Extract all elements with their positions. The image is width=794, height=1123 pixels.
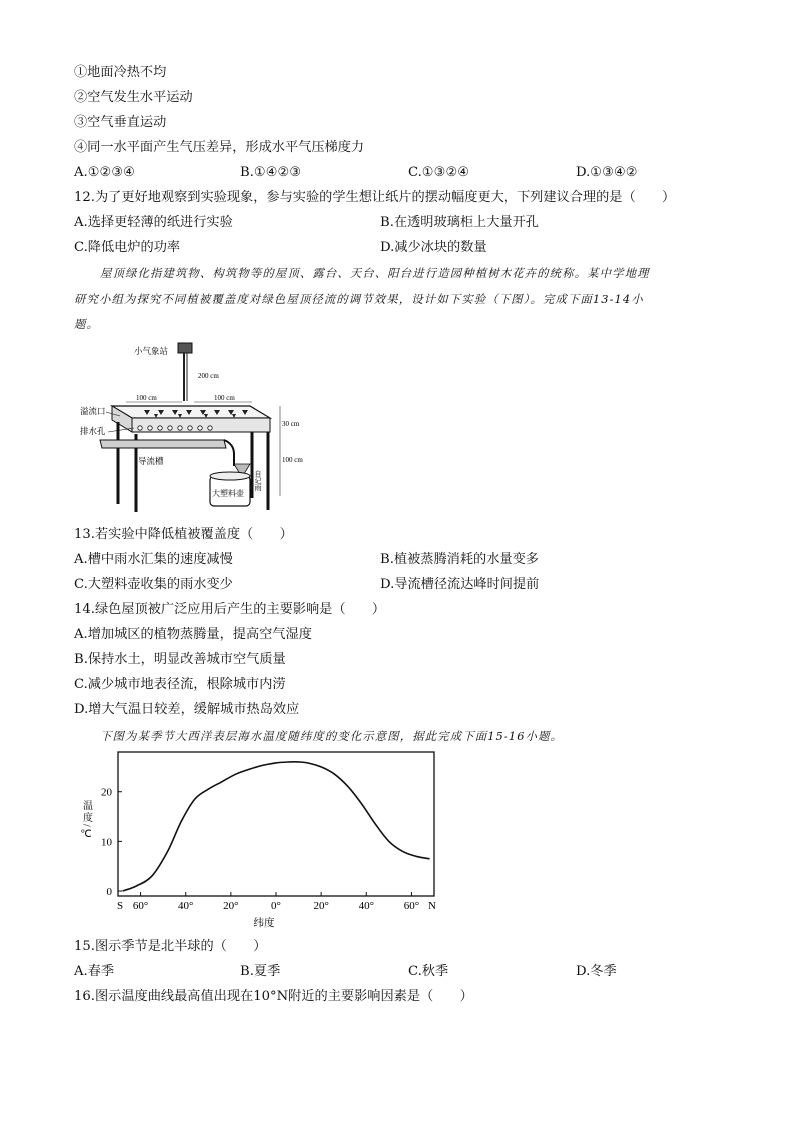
q14-stem: 14.绿色屋顶被广泛应用后产生的主要影响是（ ） bbox=[74, 602, 386, 617]
sea-temperature-chart bbox=[74, 744, 454, 930]
height-30-label: 30 cm bbox=[282, 420, 300, 428]
q14-option-c: C.减少城市地表径流，根除城市内涝 bbox=[74, 677, 286, 692]
q14-option-d: D.增大气温日较差，缓解城市热岛效应 bbox=[74, 702, 300, 717]
x-tick-label: N bbox=[428, 900, 436, 912]
q14-option-a: A.增加城区的植物蒸腾量，提高空气湿度 bbox=[74, 627, 312, 642]
q15-stem: 15.图示季节是北半球的（ ） bbox=[74, 939, 267, 954]
x-tick-label: 60° bbox=[132, 900, 149, 912]
y-axis-label: 温度/℃ bbox=[80, 800, 92, 842]
height-200-label: 200 cm bbox=[198, 372, 219, 380]
x-tick-label: 40° bbox=[358, 900, 374, 912]
q15-option-a: A.春季 bbox=[74, 964, 115, 979]
q14-option-b: B.保持水土，明显改善城市空气质量 bbox=[74, 652, 286, 667]
weather-station-box bbox=[178, 343, 192, 353]
guide-trough bbox=[100, 440, 226, 448]
q12-option-d: D.减少冰块的数量 bbox=[380, 240, 487, 255]
q13-stem: 13.若实验中降低植被覆盖度（ ） bbox=[74, 527, 293, 542]
q12-option-b: B.在透明玻璃柜上大量开孔 bbox=[380, 215, 539, 230]
drain-label: 排水孔 bbox=[80, 426, 106, 436]
bucket-label: 大塑料壶 bbox=[212, 489, 244, 498]
width-100-label-a: 100 cm bbox=[136, 394, 157, 402]
q11-option-a: A.①②③④ bbox=[74, 165, 136, 180]
y-tick-label: 0 bbox=[106, 886, 112, 899]
q12-stem: 12.为了更好地观察到实验现象，参与实验的学生想让纸片的摆动幅度更大，下列建议合理的是（ ） bbox=[74, 190, 676, 205]
x-tick-label: 20° bbox=[223, 900, 239, 912]
series-line-temperature bbox=[123, 762, 430, 891]
y-tick-label: 20 bbox=[101, 786, 112, 799]
q15-option-c: C.秋季 bbox=[408, 964, 449, 979]
passage1-line3: 题。 bbox=[74, 317, 99, 331]
x-tick-label: 0° bbox=[271, 900, 281, 912]
q11-option-d: D.①③④② bbox=[576, 165, 638, 180]
y-tick-label: 10 bbox=[101, 836, 112, 849]
q11-item-1: ①地面冷热不均 bbox=[74, 65, 167, 80]
x-axis-label: 纬度 bbox=[253, 918, 275, 929]
q13-option-d: D.导流槽径流达峰时间提前 bbox=[380, 577, 540, 592]
q12-option-c: C.降低电炉的功率 bbox=[74, 240, 181, 255]
trough-label: 导流槽 bbox=[138, 456, 164, 466]
q16-stem: 16.图示温度曲线最高值出现在10°N附近的主要影响因素是（ ） bbox=[74, 989, 473, 1004]
chart-frame bbox=[118, 752, 434, 896]
q13-option-b: B.植被蒸腾消耗的水量变多 bbox=[380, 552, 539, 567]
station-label: 小气象站 bbox=[134, 346, 169, 356]
q11-item-3: ③空气垂直运动 bbox=[74, 115, 167, 130]
x-tick-label: 20° bbox=[313, 900, 329, 912]
q11-option-c: C.①③②④ bbox=[408, 165, 470, 180]
x-tick-label: S bbox=[116, 900, 124, 912]
height-100-label: 100 cm bbox=[282, 456, 303, 464]
q13-option-c: C.大塑料壶收集的雨水变少 bbox=[74, 577, 233, 592]
q11-item-2: ②空气发生水平运动 bbox=[74, 90, 193, 105]
x-tick-label: 40° bbox=[178, 900, 194, 912]
q11-option-b: B.①④②③ bbox=[240, 165, 302, 180]
width-100-label-b: 100 cm bbox=[214, 394, 235, 402]
gauge-label: 自记雨 bbox=[254, 470, 262, 491]
x-tick-label: 60° bbox=[403, 900, 420, 912]
overflow-label: 溢流口 bbox=[80, 406, 106, 416]
green-roof-experiment-figure bbox=[74, 336, 306, 516]
passage2-text: 下图为某季节大西洋表层海水温度随纬度的变化示意图，据此完成下面15-16小题。 bbox=[100, 729, 564, 743]
q11-item-4: ④同一水平面产生气压差异，形成水平气压梯度力 bbox=[74, 140, 365, 155]
passage1-line2: 研究小组为探究不同植被覆盖度对绿色屋顶径流的调节效果，设计如下实验（下图）。完成下面13-14小 bbox=[74, 292, 644, 306]
q13-option-a: A.槽中雨水汇集的速度减慢 bbox=[74, 552, 233, 567]
q15-option-d: D.冬季 bbox=[576, 964, 617, 979]
q15-option-b: B.夏季 bbox=[240, 964, 281, 979]
q12-option-a: A.选择更轻薄的纸进行实验 bbox=[74, 215, 233, 230]
passage1-line1: 屋顶绿化指建筑物、构筑物等的屋顶、露台、天台、阳台进行造园种植树木花卉的统称。某中学地理 bbox=[100, 266, 650, 280]
